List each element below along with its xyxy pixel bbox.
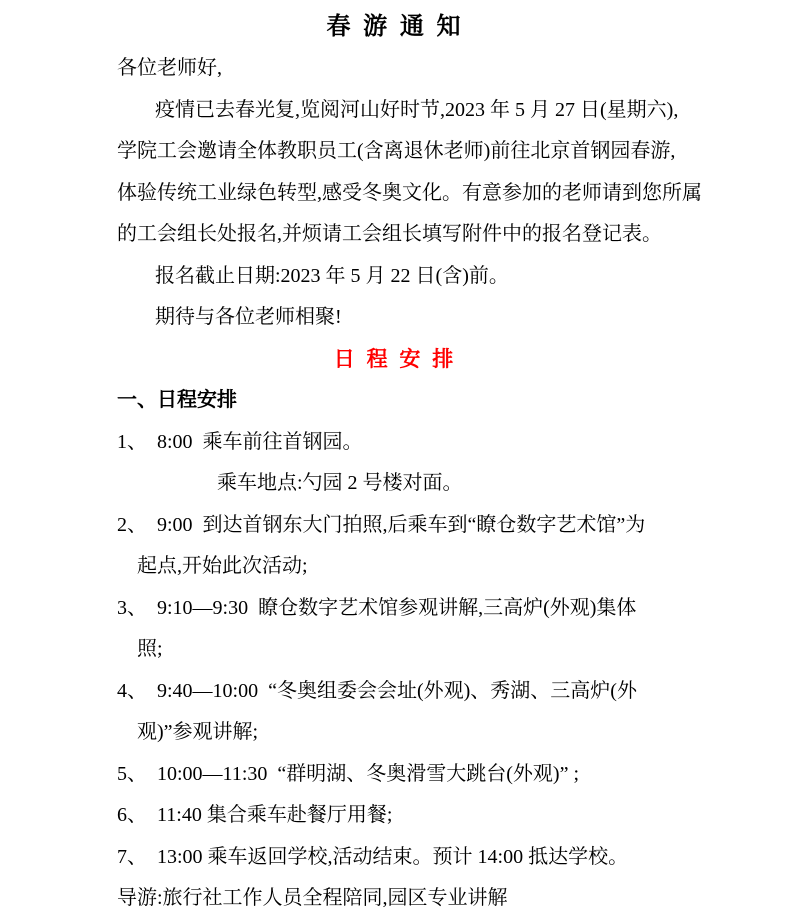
schedule-section-title: 一、日程安排 xyxy=(117,389,237,411)
schedule-item-2 xyxy=(117,505,717,547)
item-number: 1、 xyxy=(117,430,147,453)
guide-note-line: 导游:旅行社工作人员全程陪同,园区专业讲解 xyxy=(117,887,508,909)
schedule-item-3 xyxy=(117,588,717,630)
schedule-item-5 xyxy=(117,754,717,796)
item-text: 9:10—9:30 瞭仓数字艺术馆参观讲解,三高炉(外观)集体 xyxy=(157,596,637,619)
schedule-heading: 日 程 安 排 xyxy=(333,347,457,371)
item-number: 4、 xyxy=(117,679,147,702)
item-number: 7、 xyxy=(117,845,147,868)
greeting-line: 各位老师好, xyxy=(117,57,222,79)
schedule-item-4-continuation: 观)”参观讲解; xyxy=(137,721,259,743)
deadline-line: 报名截止日期:2023 年 5 月 22 日(含)前。 xyxy=(155,264,509,287)
item-text: 9:00 到达首钢东大门拍照,后乘车到“瞭仓数字艺术馆”为 xyxy=(157,513,646,536)
item-number: 2、 xyxy=(117,513,147,536)
item-number: 6、 xyxy=(117,804,147,826)
schedule-item-1 xyxy=(117,422,717,464)
document-content xyxy=(117,5,717,920)
paragraph-line: 学院工会邀请全体教职员工(含离退休老师)前往北京首钢园春游, xyxy=(117,140,676,162)
schedule-item-4 xyxy=(117,671,717,713)
item-text: 11:40 集合乘车赴餐厅用餐; xyxy=(157,804,393,826)
paragraph-line: 疫情已去春光复,览阅河山好时节,2023 年 5 月 27 日(星期六), xyxy=(155,98,679,121)
schedule-item-1-subline: 乘车地点:勺园 2 号楼对面。 xyxy=(217,472,463,494)
item-number: 3、 xyxy=(117,596,147,619)
closing-line: 期待与各位老师相聚! xyxy=(155,306,342,328)
item-text: 9:40—10:00 “冬奥组委会会址(外观)、秀湖、三高炉(外 xyxy=(157,679,637,702)
paragraph-line: 体验传统工业绿色转型,感受冬奥文化。有意参加的老师请到您所属 xyxy=(117,181,702,204)
schedule-item-3-continuation: 照; xyxy=(137,638,163,660)
item-text: 10:00—11:30 “群明湖、冬奥滑雪大跳台(外观)” ; xyxy=(157,762,580,785)
item-text: 8:00 乘车前往首钢园。 xyxy=(157,430,363,453)
document-title: 春 游 通 知 xyxy=(326,13,464,40)
schedule-item-7 xyxy=(117,837,717,879)
item-number: 5、 xyxy=(117,762,147,785)
schedule-item-2-continuation: 起点,开始此次活动; xyxy=(137,555,308,577)
item-text: 13:00 乘车返回学校,活动结束。预计 14:00 抵达学校。 xyxy=(157,845,629,868)
paragraph-line: 的工会组长处报名,并烦请工会组长填写附件中的报名登记表。 xyxy=(117,223,662,245)
schedule-item-6 xyxy=(117,795,717,837)
